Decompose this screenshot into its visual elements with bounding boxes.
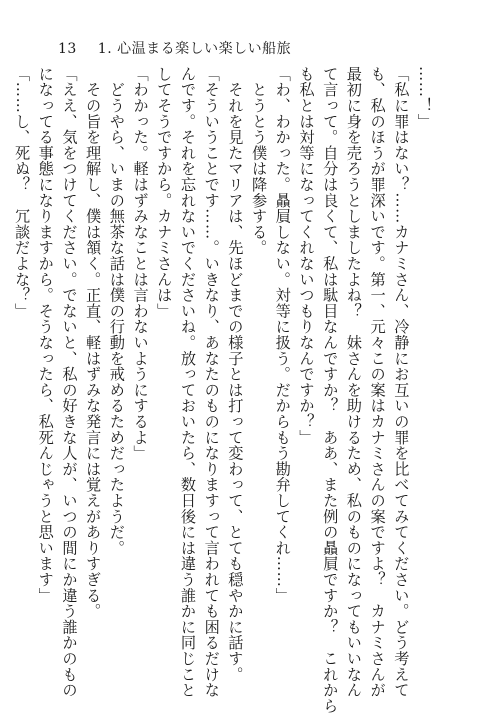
text-line: 「そういうことです……。いきなり、あなたのものになりますって言われても困るだけな xyxy=(202,66,221,698)
text-line: 「わかった。軽はずみなことは言わないようにするよ」 xyxy=(131,66,150,461)
text-line: になってる事態になりますから。そうなったら、私死んじゃうと思います」 xyxy=(36,66,55,604)
text-line: その旨を理解し、僕は頷く。正直、軽はずみな発言には覚えがありすぎる。 xyxy=(84,66,103,619)
page-number: 13 xyxy=(58,41,77,57)
text-line: 「わ、わかった。贔屓しない。対等に扱う。だからもう勘弁してくれ……」 xyxy=(273,66,292,604)
text-line: て言って。自分は良くて、私は駄目なんですか？ ああ、また例の贔屓ですか？ これから xyxy=(321,66,340,714)
text-line: 「……し、死ぬ？ 冗談だよな？」 xyxy=(13,66,32,319)
chapter-title: 1. 心温まる楽しい楽しい船旅 xyxy=(97,41,292,57)
text-line: してそうですから。カナミさんは」 xyxy=(155,66,174,319)
text-line: 「ええ、気をつけてください。でないと、私の好きな人が、いつの間にか違う誰かのもの xyxy=(60,66,79,698)
text-line: とうとう僕は降参する。 xyxy=(250,66,269,256)
text-line: それを見たマリアは、先ほどまでの様子とは打って変わって、とても穏やかに話す。 xyxy=(226,66,245,683)
text-line: ……！」 xyxy=(416,66,434,130)
text-line: どうやら、いまの無茶な話は僕の行動を戒めるためだったようだ。 xyxy=(107,66,126,556)
text-line: 「私に罪はない？……カナミさん、冷静にお互いの罪を比べてみてください。どう考えて xyxy=(392,66,411,698)
text-line: も私とは対等になってくれないつもりなんですか？」 xyxy=(297,66,316,446)
text-line: んです。それを忘れないでくださいね。放っておいたら、数日後には違う誰かに同じこと xyxy=(178,66,197,698)
vertical-body-text xyxy=(9,66,436,714)
text-line: も、私のほうが罪深いです。第一、元々この案はカナミさんの案ですよ？ カナミさんが xyxy=(368,66,387,698)
text-line: 最初に身を売ろうとしましたよね？ 妹さんを助けるため、私のものになってもいいなん xyxy=(344,66,363,698)
running-header xyxy=(58,38,291,58)
